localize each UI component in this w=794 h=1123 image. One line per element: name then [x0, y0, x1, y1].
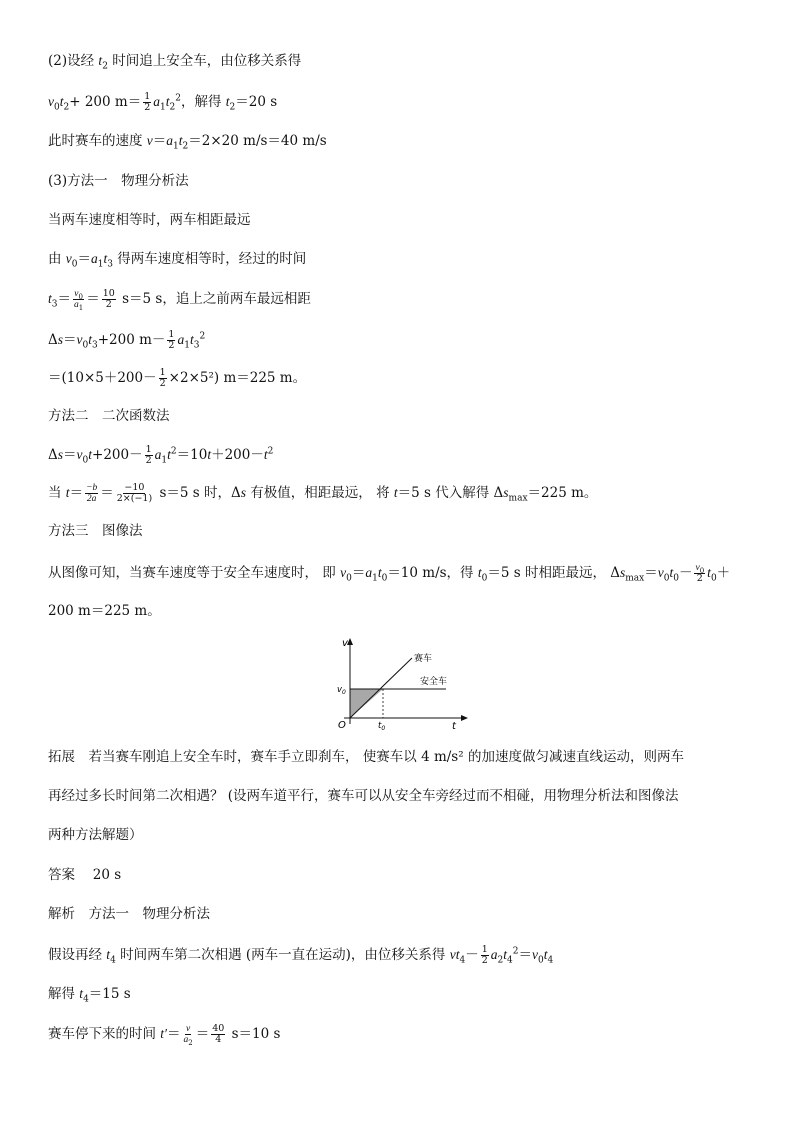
s3-m2-when: 当 t＝ $\frac{-b}{2a}$ ＝ $\frac{-10}{2\times(-1)}$ s＝5 s 时，Δs 有极值，相距最远， 将 t＝5 s 代入解得 $\Delta s_{max}=225$ m。: [48, 482, 598, 504]
s3-t3-line: $t_3=$ $\frac{v_0}{a_1}$ ＝ $\frac{10}{2}$ s＝5 s，追上之前两车最远相距: [48, 288, 311, 312]
assume-line: 假设再经 $t_4$ 时间两车第二次相遇 (两车一直在运动)，由位移关系得 $vt_4-$ $\frac{1}{2}$ $a_2t_4^2=v_0t_4$: [48, 944, 554, 966]
s3-ds-result: ＝(10×5＋200－ $\frac{1}{2}$ ×2×5²) m＝225 m。: [48, 367, 307, 389]
race-car-label: 赛车: [414, 654, 433, 664]
ext-line1: 拓展 若当赛车刚追上安全车时，赛车手立即刹车， 使赛车以 4 m/s² 的加速度做匀减速直线运动，则两车: [48, 749, 684, 765]
ext-line2: 再经过多长时间第二次相遇？ (设两车道平行，赛车可以从安全车旁经过而不相碰，用物理分析法和图像法: [48, 788, 679, 804]
s3-equal-speed: 当两车速度相等时，两车相距最远: [48, 212, 251, 228]
s2-speed: 此时赛车的速度 $v=a_1t_2=2\times 20$ m/s＝40 m/s: [48, 133, 327, 152]
s3-m3-line: 从图像可知，当赛车速度等于安全车速度时， 即 $v_0=a_1t_0=10$ m/s，得 $t_0=5$ s 时相距最远， $\Delta s_{max}=v_0t_0-$ $\frac{v_0}{2}$ $t_0+$: [48, 563, 731, 584]
stop-time-line: 赛车停下来的时间 t′＝ $\frac{v}{a_2}$ ＝ $\frac{40}{4}$ s＝10 s: [48, 1023, 281, 1047]
analysis-title: 解析 方法一 物理分析法: [48, 906, 210, 922]
s3-method3-title: 方法三 图像法: [48, 523, 143, 539]
s3-m3-tail: 200 m＝225 m。: [48, 603, 161, 619]
t3-fraction: $\frac{v_0}{a_1}$: [74, 289, 84, 312]
origin-label: O: [338, 720, 346, 731]
race-car-line: [350, 658, 412, 718]
s3-method2-title: 方法二 二次函数法: [48, 408, 170, 424]
x-axis-label: t: [452, 721, 456, 732]
velocity-time-graph: [334, 634, 474, 732]
y-axis-label: v: [342, 638, 348, 649]
s3-by-line: 由 $v_0=a_1t_3$ 得两车速度相等时，经过的时间: [48, 251, 307, 270]
solve-line: 解得 $t_4=15$ s: [48, 986, 131, 1005]
safety-car-label: 安全车: [420, 677, 448, 687]
half-fraction: $\frac{1}{2}$: [144, 91, 151, 113]
s2-heading: (2)设经 $t_2$ 时间追上安全车，由位移关系得: [48, 53, 302, 72]
s3-m2-equation: $\Delta s=v_0t+200-$ $\frac{1}{2}$ $a_1t^2=10t+200-t^2$: [48, 444, 274, 466]
ext-line3: 两种方法解题）: [48, 827, 143, 843]
v0-label: $v_0$: [337, 685, 346, 696]
t0-label: $t_0$: [378, 721, 386, 732]
x-axis-arrow-icon: [461, 715, 468, 721]
s2-equation: $v_0t_2+ 200$ m＝ $\frac{1}{2}$ $a_1t_2^2$，解得 $t_2=20$ s: [48, 91, 278, 113]
s3-ds-line: $\Delta s=v_0t_3+200$ m－ $\frac{1}{2}$ $a_1t_3^2$: [48, 329, 206, 351]
t3-value-fraction: $\frac{10}{2}$: [102, 288, 115, 310]
answer: 答案 20 s: [48, 867, 122, 883]
s3-method1-title: (3)方法一 物理分析法: [48, 173, 189, 189]
